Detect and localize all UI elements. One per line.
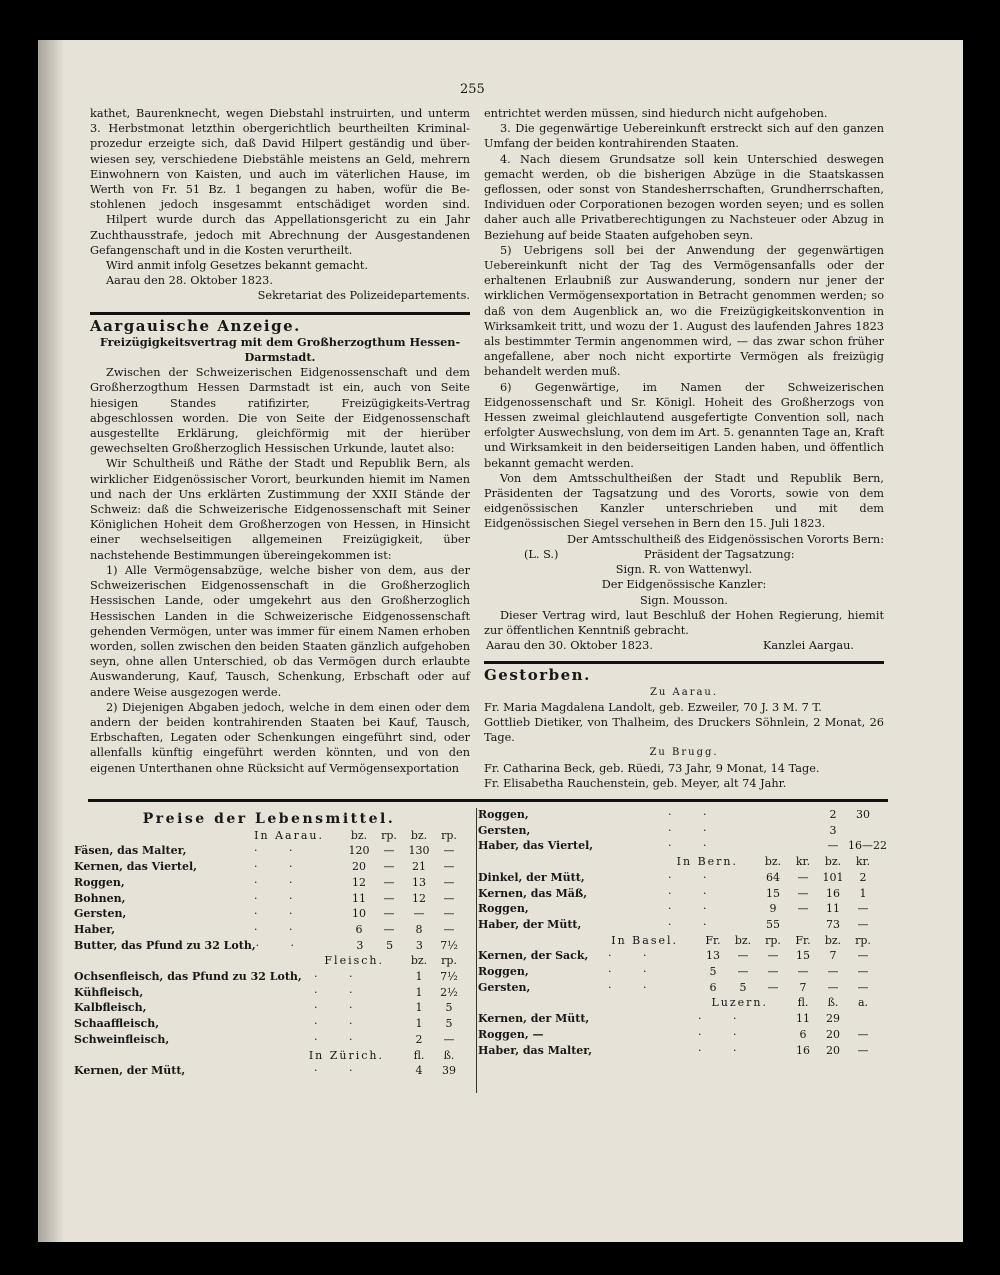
- leader-dots: · ·: [668, 808, 721, 821]
- section-divider: [90, 312, 470, 315]
- price-value: [788, 917, 818, 933]
- price-value: 39: [442, 1064, 456, 1078]
- price-value: —: [767, 949, 779, 963]
- price-item: Roggen, —: [478, 1027, 544, 1041]
- notice-line: 3. Herbstmonat letzthin obergerichtlich beurtheilten Kriminal-: [90, 122, 470, 136]
- price-row: [478, 964, 878, 980]
- verdict-text: Hilpert wurde durch das Appellationsgericht zu ein Jahr Zuchthausstrafe, jedoch mit Abrechnung der Ausgestandenen Gefangenschaft und in die Kosten verurtheilt.: [90, 213, 470, 257]
- column-separator: [476, 808, 477, 1093]
- price-value: —: [797, 902, 809, 916]
- price-value: 2: [829, 808, 837, 821]
- binding-shadow: [38, 40, 64, 1242]
- price-item: Kernen, das Viertel,: [74, 860, 198, 874]
- price-value: 15: [796, 949, 810, 963]
- price-value: 7½: [440, 970, 458, 984]
- price-row: [478, 917, 878, 933]
- leader-dots: · ·: [698, 1043, 751, 1057]
- price-value: —: [383, 907, 395, 921]
- price-value: 16: [796, 1043, 810, 1057]
- price-value: —: [857, 949, 869, 963]
- price-row: [478, 948, 878, 964]
- price-value: 16: [826, 886, 840, 900]
- notice-line: Werth von Fr. 51 Bz. 1 begangen zu haben, wofür die Be-: [90, 183, 470, 197]
- signature-line-2: Präsident der Tagsatzung:: [644, 547, 795, 561]
- price-value: —: [443, 860, 455, 874]
- price-item: Butter, das Pfund zu 32 Loth,: [74, 938, 256, 952]
- price-row: [478, 901, 878, 917]
- prices-right-table: [478, 807, 887, 1058]
- price-unit-label: bz.: [410, 828, 428, 842]
- price-value: —: [737, 949, 749, 963]
- leader-dots: · ·: [608, 980, 661, 994]
- price-value: —: [383, 922, 395, 936]
- price-unit-label: fl.: [797, 996, 809, 1010]
- price-row: [478, 886, 878, 902]
- price-location: In Zürich.: [308, 1048, 384, 1062]
- treaty-article-2: 2) Diejenigen Abgaben jedoch, welche in dem einen oder dem andern der beiden kontrahirenden Staaten bei Kauf, Tausch, Erbschaften, Legaten oder Schenkungen eingeführt sind, oder allenfalls künftig eingeführt werden könnten, und von den eigenen Unterthanen ohne Rücksicht auf Vermögensexportation: [90, 700, 470, 775]
- price-value: 13: [706, 949, 720, 963]
- price-item: Roggen,: [478, 808, 529, 821]
- ratification-signature: Kanzlei Aargau.: [762, 639, 854, 653]
- article-2-continued: entrichtet werden müssen, sind hiedurch nicht aufgehoben.: [484, 107, 828, 120]
- price-value: —: [383, 860, 395, 874]
- price-value: —: [443, 844, 455, 858]
- newspaper-page: [38, 40, 963, 1242]
- price-row: [74, 1016, 464, 1032]
- leader-dots: · ·: [668, 917, 721, 931]
- price-value: —: [797, 870, 809, 884]
- price-item: Roggen,: [478, 965, 529, 979]
- death-entry: Fr. Catharina Beck, geb. Rüedi, 73 Jahr, 9 Monat, 14 Tage.: [484, 761, 820, 775]
- price-row: [478, 980, 878, 996]
- price-item: Gersten,: [478, 823, 531, 837]
- price-row: [74, 1032, 464, 1048]
- price-value: —: [857, 1027, 869, 1041]
- price-item: Ochsenfleisch, das Pfund zu 32 Loth,: [74, 970, 302, 984]
- price-value: 8: [415, 922, 423, 936]
- price-row: [74, 985, 464, 1001]
- price-unit-label: bz.: [824, 933, 842, 947]
- leader-dots: · ·: [314, 1032, 367, 1046]
- price-row: [478, 807, 878, 823]
- price-row: [478, 838, 887, 854]
- price-value: —: [857, 1043, 869, 1057]
- price-item: Gersten,: [478, 980, 531, 994]
- price-value: 2: [415, 1032, 423, 1046]
- treaty-preamble: Wir Schultheiß und Räthe der Stadt und Republik Bern, als wirklicher Eidgenössischer Vorort, beurkunden hiemit im Namen und nach der Uns erklärten Zustimmung der XXII Stände der Schweiz: daß die Schweizerische Eidgenossenschaft mit Seiner Königlichen Hoheit dem Großherzogen von Hessen, in Hinsicht einer wechselseitigen allgemeinen Freizügigkeit, über nachstehende Bestimmungen übereingekommen ist:: [90, 457, 470, 562]
- leader-dots: · ·: [668, 886, 721, 900]
- price-value: 5: [386, 938, 394, 952]
- price-value: 7½: [440, 938, 458, 952]
- price-unit-label: bz.: [410, 954, 428, 968]
- price-value: 9: [769, 902, 777, 916]
- price-value: 13: [412, 875, 426, 889]
- price-unit-label: bz.: [350, 828, 368, 842]
- price-item: Haber, das Viertel,: [478, 839, 594, 853]
- price-section-header: [74, 1048, 464, 1064]
- price-item: Haber, das Malter,: [478, 1043, 593, 1057]
- price-value: —: [443, 1032, 455, 1046]
- signature-line-3: Sign. R. von Wattenwyl.: [615, 563, 753, 577]
- treaty-article-3: 3. Die gegenwärtige Uebereinkunft erstreckt sich auf den ganzen Umfang der beiden kontrahirenden Staaten.: [484, 122, 884, 151]
- price-unit-label: fl.: [413, 1048, 425, 1062]
- price-value: 101: [822, 870, 844, 884]
- price-unit-label: Fr.: [795, 933, 811, 947]
- publish-text: Wird anmit infolg Gesetzes bekannt gemacht.: [106, 259, 369, 273]
- right-column: [484, 106, 884, 791]
- price-value: 12: [412, 891, 426, 905]
- signature-line-5: Sign. Mousson.: [640, 593, 728, 607]
- left-column: [90, 106, 470, 776]
- price-value: [848, 1011, 878, 1027]
- deaths-location-aarau: Zu Aarau.: [649, 686, 719, 698]
- price-row: [478, 1043, 878, 1059]
- prices-title: Preise der Lebensmittel.: [142, 811, 396, 827]
- price-value: 7: [829, 949, 837, 963]
- price-row: [478, 1027, 878, 1043]
- leader-dots: · ·: [668, 823, 721, 837]
- price-value: —: [443, 907, 455, 921]
- price-value: —: [827, 839, 839, 853]
- price-item: Haber, der Mütt,: [478, 917, 582, 931]
- price-location: Luzern.: [711, 996, 768, 1010]
- price-row: [74, 969, 464, 985]
- price-unit-label: rp.: [441, 828, 457, 842]
- leader-dots: · ·: [255, 938, 309, 952]
- death-entry: Fr. Maria Magdalena Landolt, geb. Ezweiler, 70 J. 3 M. 7 T.: [484, 700, 822, 714]
- price-value: —: [413, 907, 425, 921]
- price-unit-label: rp.: [765, 933, 781, 947]
- price-value: 21: [412, 860, 426, 874]
- price-value: 29: [826, 1012, 840, 1026]
- price-row: [478, 823, 878, 839]
- price-value: 4: [415, 1064, 423, 1078]
- prices-left-table: [74, 812, 464, 1079]
- price-section-header: [74, 828, 464, 844]
- price-section-header: [478, 933, 878, 949]
- price-value: 6: [355, 922, 363, 936]
- price-value: 73: [826, 917, 840, 931]
- seal-row: [484, 547, 884, 562]
- price-location: In Basel.: [611, 933, 678, 947]
- price-value: 1: [415, 985, 423, 999]
- signature-line-4: Der Eidgenössische Kanzler:: [601, 578, 767, 592]
- price-item: Fäsen, das Malter,: [74, 844, 187, 858]
- notice-line: stohlenen jedoch insgesammt entschädiget worden sind.: [90, 198, 470, 212]
- price-item: Kernen, der Sack,: [478, 949, 589, 963]
- price-value: —: [443, 875, 455, 889]
- ratification-text: Dieser Vertrag wird, laut Beschluß der Hohen Regierung, hiemit zur öffentlichen Kenntniß gebracht.: [484, 608, 884, 637]
- price-value: 2½: [440, 985, 458, 999]
- price-item: Kühfleisch,: [74, 985, 144, 999]
- notice-line: kathet, Baurenknecht, wegen Diebstahl instruirten, und unterm: [90, 107, 470, 120]
- leader-dots: · ·: [254, 922, 307, 936]
- price-location: In Bern.: [676, 855, 738, 869]
- price-value: 7: [799, 980, 807, 994]
- price-value: 5: [445, 1017, 453, 1031]
- leader-dots: · ·: [254, 844, 307, 858]
- price-unit-label: ß.: [827, 996, 839, 1010]
- price-value: 11: [352, 891, 366, 905]
- price-row: [74, 859, 464, 875]
- ratification-date: Aarau den 30. Oktober 1823.: [486, 639, 653, 653]
- price-value: [788, 838, 818, 854]
- price-unit-label: a.: [857, 996, 869, 1010]
- price-row: [478, 1011, 878, 1027]
- seal-mark: (L. S.): [524, 547, 559, 561]
- price-value: 1: [859, 886, 867, 900]
- price-location: In Aarau.: [254, 828, 324, 842]
- death-entry: Fr. Elisabetha Rauchenstein, geb. Meyer, alt 74 Jahr.: [484, 776, 787, 790]
- price-value: —: [737, 965, 749, 979]
- leader-dots: · ·: [254, 860, 307, 874]
- price-value: [758, 838, 788, 854]
- price-value: 10: [352, 907, 366, 921]
- death-entry: Gottlieb Dietiker, von Thalheim, des Druckers Söhnlein, 2 Monat, 26 Tage.: [484, 715, 884, 745]
- price-item: Haber,: [74, 922, 116, 936]
- notice-signature: Sekretariat des Polizeidepartements.: [257, 289, 470, 303]
- price-value: [788, 807, 818, 823]
- price-item: Kernen, das Mäß,: [478, 886, 588, 900]
- price-unit-label: bz.: [764, 855, 782, 869]
- price-value: [758, 823, 788, 839]
- price-item: Schweinfleisch,: [74, 1032, 170, 1046]
- notice-heading: Aargauische Anzeige.: [90, 316, 301, 335]
- price-value: 20: [352, 860, 366, 874]
- leader-dots: · ·: [668, 839, 721, 853]
- price-value: 11: [796, 1012, 810, 1026]
- price-value: 5: [709, 965, 717, 979]
- price-value: 3: [356, 938, 364, 952]
- leader-dots: · ·: [314, 1064, 367, 1078]
- price-unit-label: Fr.: [705, 933, 721, 947]
- price-item: Dinkel, der Mütt,: [478, 870, 585, 884]
- price-unit-label: rp.: [855, 933, 871, 947]
- leader-dots: · ·: [668, 870, 721, 884]
- ratification-footer: [484, 638, 884, 653]
- price-row: [74, 843, 464, 859]
- treaty-article-6: 6) Gegenwärtige, im Namen der Schweizerischen Eidgenossenschaft und Sr. Königl. Hoheit des Großherzogs von Hessen zweimal gleichlautend ausgefertigte Convention soll, nach erfolgter Auswechslung, von dem im Art. 5. genannten Tage an, Kraft und Wirksamkeit in den beiderseitigen Landen haben, und öffentlich bekannt gemacht werden.: [484, 380, 884, 470]
- price-value: —: [383, 891, 395, 905]
- price-row: [74, 1000, 464, 1016]
- price-value: 1: [415, 1017, 423, 1031]
- price-value: 6: [799, 1027, 807, 1041]
- treaty-title: Freizügigkeitsvertrag mit dem Großherzogthum Hessen-Darmstadt.: [99, 334, 461, 365]
- notice-line: wiesen sey, verschiedene Diebstähle meistens an Geld, mehrern: [90, 152, 470, 166]
- price-value: —: [797, 965, 809, 979]
- price-value: 130: [408, 844, 430, 858]
- price-value: [788, 823, 818, 839]
- notice-date: Aarau den 28. Oktober 1823.: [106, 274, 273, 288]
- price-section-header: [74, 953, 464, 969]
- price-item: Kernen, der Mütt,: [478, 1012, 590, 1026]
- leader-dots: · ·: [668, 902, 721, 916]
- signature-line-1: Der Amtsschultheiß des Eidgenössischen Vororts Bern:: [567, 532, 884, 546]
- price-row: [74, 875, 464, 891]
- price-value: —: [767, 965, 779, 979]
- price-unit-label: ß.: [443, 1048, 455, 1062]
- price-value: 1: [415, 1001, 423, 1015]
- price-value: 11: [826, 902, 840, 916]
- price-value: 64: [766, 870, 780, 884]
- treaty-article-5: 5) Uebrigens soll bei der Anwendung der gegenwärtigen Uebereinkunft nicht der Tag des Vermögensanfalls oder der erhaltenen Erlaubniß zur Auswanderung, sondern nur jener der wirklichen Vermögensexportation in Betracht genommen werden; so daß von dem Augenblick an, wo die Freizügigkeitskonvention in Wirksamkeit tritt, und wozu der 1. August des laufenden Jahres 1823 als bestimmter Termin angenommen wird, — das zwar schon früher angefallene, aber noch nicht exportirte Vermögen als freizügig behandelt werden muß.: [484, 243, 884, 379]
- price-value: —: [857, 902, 869, 916]
- price-item: Schaaffleisch,: [74, 1017, 160, 1031]
- price-unit-label: rp.: [381, 828, 397, 842]
- price-unit-label: bz.: [824, 855, 842, 869]
- price-value: —: [797, 886, 809, 900]
- price-value: 15: [766, 886, 780, 900]
- price-value: [758, 807, 788, 823]
- price-item: Kalbfleisch,: [74, 1001, 147, 1015]
- price-row: [74, 1063, 464, 1079]
- prices-divider: [88, 799, 888, 802]
- price-value: 3: [415, 938, 423, 952]
- deaths-location-brugg: Zu Brugg.: [649, 747, 719, 759]
- price-unit-label: bz.: [734, 933, 752, 947]
- leader-dots: · ·: [254, 907, 307, 921]
- price-value: 120: [348, 844, 370, 858]
- price-value: 2: [859, 870, 867, 884]
- price-value: 5: [445, 1001, 453, 1015]
- price-row: [74, 906, 464, 922]
- leader-dots: · ·: [698, 1012, 751, 1026]
- leader-dots: · ·: [314, 985, 367, 999]
- price-row: [74, 938, 464, 954]
- treaty-intro: Zwischen der Schweizerischen Eidgenossenschaft und dem Großherzogthum Hessen Darmstadt ist ein, auch von Seite hiesigen Standes ratifizirter, Freizügigkeits-Vertrag abgeschlossen worden. Die von Seite der Eidgenossenschaft ausgestellte Erklärung, gleichförmig mit der hierüber gewechselten Großherzoglich Hessischen Urkunde, lautet also:: [90, 366, 470, 456]
- price-row: [74, 922, 464, 938]
- price-value: 20: [826, 1027, 840, 1041]
- price-value: 6: [709, 980, 717, 994]
- price-unit-label: kr.: [795, 855, 811, 869]
- price-value: 16—22: [848, 839, 887, 853]
- notice-line: prozedur erzeigte sich, daß David Hilpert geständig und über-: [90, 137, 470, 151]
- price-unit-label: rp.: [441, 954, 457, 968]
- price-value: —: [827, 965, 839, 979]
- leader-dots: · ·: [254, 875, 307, 889]
- price-value: —: [857, 980, 869, 994]
- price-row: [74, 891, 464, 907]
- price-unit-label: kr.: [855, 855, 871, 869]
- price-item: Bohnen,: [74, 891, 126, 905]
- price-item: Kernen, der Mütt,: [74, 1064, 186, 1078]
- price-value: —: [383, 875, 395, 889]
- price-value: —: [827, 980, 839, 994]
- price-section-header: [478, 854, 878, 870]
- price-item: Roggen,: [74, 875, 125, 889]
- price-value: —: [767, 980, 779, 994]
- price-item: Gersten,: [74, 907, 127, 921]
- price-value: 5: [739, 980, 747, 994]
- treaty-article-1: 1) Alle Vermögensabzüge, welche bisher von dem, aus der Schweizerischen Eidgenossenschaft in die Großherzoglich Hessischen Lande, oder umgekehrt aus den Großherzoglich Hessischen Landen in die Schweizerische Eidgenossenschaft gehenden Vermögen, unter was immer für einem Namen erhoben worden, sollen zwischen den beiden Staaten gänzlich aufgehoben seyn, ohne allen Unterschied, ob das Vermögen durch erlaubte Auswanderung, Kauf, Tausch, Schenkung, Erbschaft oder auf andere Weise ausgezogen werde.: [90, 563, 470, 699]
- price-value: 30: [856, 808, 870, 821]
- leader-dots: · ·: [608, 965, 661, 979]
- section-divider: [484, 661, 884, 664]
- price-value: 20: [826, 1043, 840, 1057]
- price-section-header: [478, 995, 878, 1011]
- leader-dots: · ·: [314, 1017, 367, 1031]
- price-value: 3: [829, 823, 837, 837]
- price-value: 55: [766, 917, 780, 931]
- leader-dots: · ·: [314, 1001, 367, 1015]
- price-item: Roggen,: [478, 902, 529, 916]
- price-value: —: [383, 844, 395, 858]
- police-notice-text: [90, 106, 470, 212]
- leader-dots: · ·: [314, 970, 367, 984]
- treaty-closing: Von dem Amtsschultheißen der Stadt und Republik Bern, Präsidenten der Tagsatzung und des Vororts, sowie von dem eidgenössischen Kanzler unterschrieben und mit dem Eidgenössischen Siegel versehen in Bern den 15. Juli 1823.: [484, 471, 884, 531]
- price-value: —: [857, 965, 869, 979]
- price-value: —: [857, 917, 869, 931]
- price-value: —: [443, 891, 455, 905]
- page-number: 255: [460, 82, 485, 97]
- price-value: [848, 823, 878, 839]
- price-value: 1: [415, 970, 423, 984]
- leader-dots: · ·: [254, 891, 307, 905]
- leader-dots: · ·: [608, 949, 661, 963]
- price-value: 12: [352, 875, 366, 889]
- notice-line: Einwohnern von Kaisten, und auch im väterlichen Hause, im: [90, 167, 470, 181]
- treaty-article-4: 4. Nach diesem Grundsatze soll kein Unterschied deswegen gemacht werden, ob die bisherigen Abzüge in die Staatskassen geflossen, oder sonst von Standesherrschaften, Grundherrschaften, Individuen oder Corporationen bezogen worden seyen; und es sollen daher auch alle Privatberechtigungen zu Nachsteuer oder Abzug in Beziehung auf beide Staaten aufgehoben seyn.: [484, 152, 884, 242]
- leader-dots: · ·: [698, 1027, 751, 1041]
- price-row: [478, 870, 878, 886]
- price-location: Fleisch.: [324, 954, 384, 968]
- price-value: —: [443, 922, 455, 936]
- deaths-heading: Gestorben.: [484, 666, 591, 685]
